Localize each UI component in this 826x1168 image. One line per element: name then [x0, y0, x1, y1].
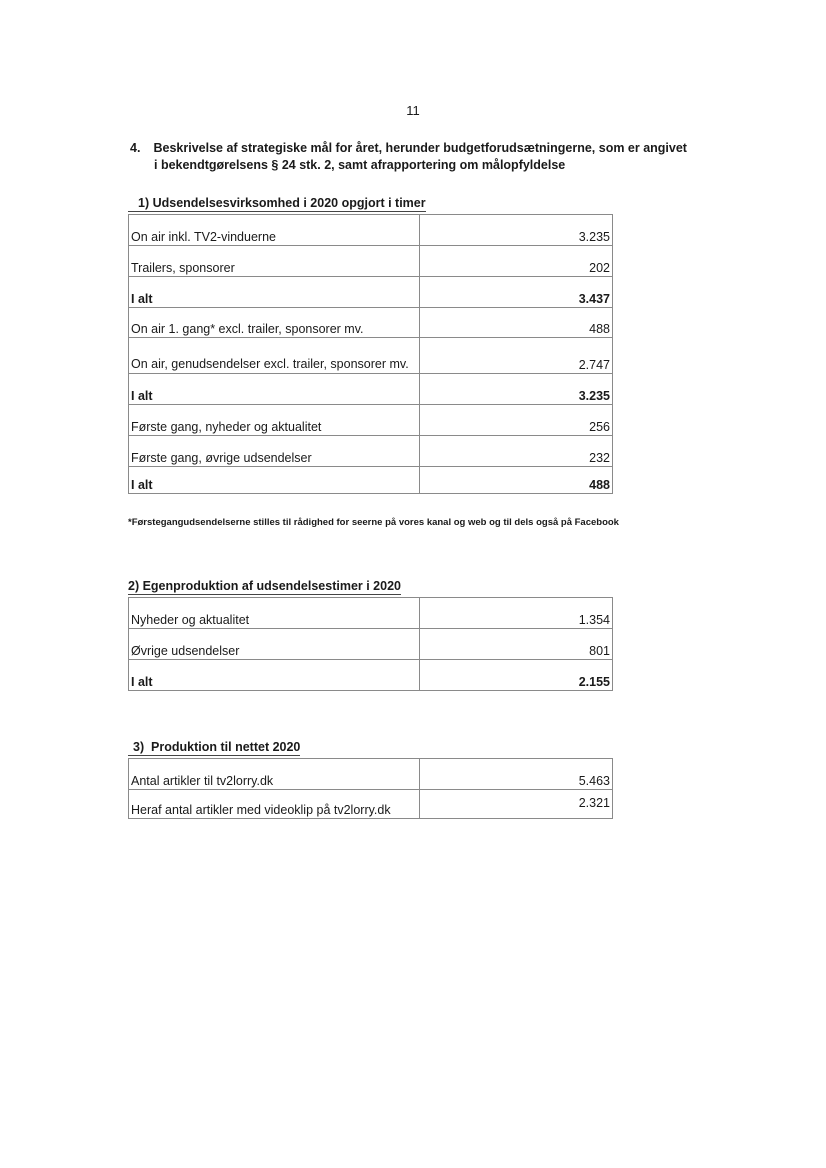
row-value: 3.235 [420, 215, 613, 246]
heading-line-1: Beskrivelse af strategiske mål for året, herunder budgetforudsætningerne, som er angivet [153, 141, 687, 155]
row-value: 488 [420, 467, 613, 494]
row-value: 5.463 [420, 759, 613, 790]
row-label: I alt [129, 277, 420, 308]
section-heading [130, 140, 730, 174]
row-value: 801 [420, 629, 613, 660]
table-row [129, 629, 613, 660]
row-label: Øvrige udsendelser [129, 629, 420, 660]
table-row [129, 215, 613, 246]
row-label: Trailers, sponsorer [129, 246, 420, 277]
table-row [129, 759, 613, 790]
row-label: On air 1. gang* excl. trailer, sponsorer mv. [129, 308, 420, 338]
table-row-total [129, 467, 613, 494]
section3-title-text: 3) Produktion til nettet 2020 [133, 740, 301, 754]
section1-title-text: 1) Udsendelsesvirksomhed i 2020 opgjort i timer [138, 196, 426, 210]
row-value: 2.155 [420, 660, 613, 691]
table-row-total [129, 277, 613, 308]
table-row [129, 405, 613, 436]
table-row [129, 790, 613, 819]
row-label: Antal artikler til tv2lorry.dk [129, 759, 420, 790]
row-value: 2.321 [420, 790, 613, 819]
heading-number: 4. [130, 141, 141, 155]
table-row-total [129, 374, 613, 405]
row-value: 232 [420, 436, 613, 467]
section1-title-underline [128, 211, 426, 212]
row-value: 2.747 [420, 338, 613, 374]
table-row [129, 598, 613, 629]
section2-title-underline [128, 594, 401, 595]
table-row [129, 338, 613, 374]
row-value: 488 [420, 308, 613, 338]
section1-title [138, 196, 426, 210]
row-value: 3.235 [420, 374, 613, 405]
section3-title [133, 740, 300, 754]
section2-title [128, 579, 401, 593]
row-value: 3.437 [420, 277, 613, 308]
row-value: 202 [420, 246, 613, 277]
own-production-table [128, 597, 613, 691]
page-number: 11 [406, 103, 420, 118]
row-value: 256 [420, 405, 613, 436]
row-label: Nyheder og aktualitet [129, 598, 420, 629]
table-row [129, 308, 613, 338]
row-label: Første gang, nyheder og aktualitet [129, 405, 420, 436]
heading-line-2: i bekendtgørelsens § 24 stk. 2, samt afrapportering om målopfyldelse [154, 158, 566, 172]
section2-title-text: 2) Egenproduktion af udsendelsestimer i 2020 [128, 579, 401, 593]
row-label: On air, genudsendelser excl. trailer, sponsorer mv. [129, 338, 420, 374]
section3-title-underline [128, 755, 300, 756]
row-label: I alt [129, 467, 420, 494]
table-row [129, 246, 613, 277]
table-row-total [129, 660, 613, 691]
row-label: Heraf antal artikler med videoklip på tv2lorry.dk [129, 790, 420, 819]
row-label: I alt [129, 660, 420, 691]
row-label: Første gang, øvrige udsendelser [129, 436, 420, 467]
web-production-table [128, 758, 613, 819]
row-label: On air inkl. TV2-vinduerne [129, 215, 420, 246]
broadcast-hours-table [128, 214, 613, 494]
row-label: I alt [129, 374, 420, 405]
row-value: 1.354 [420, 598, 613, 629]
table-row [129, 436, 613, 467]
footnote: *Førstegangudsendelserne stilles til rådighed for seerne på vores kanal og web og til dels også på Facebook [128, 517, 619, 528]
